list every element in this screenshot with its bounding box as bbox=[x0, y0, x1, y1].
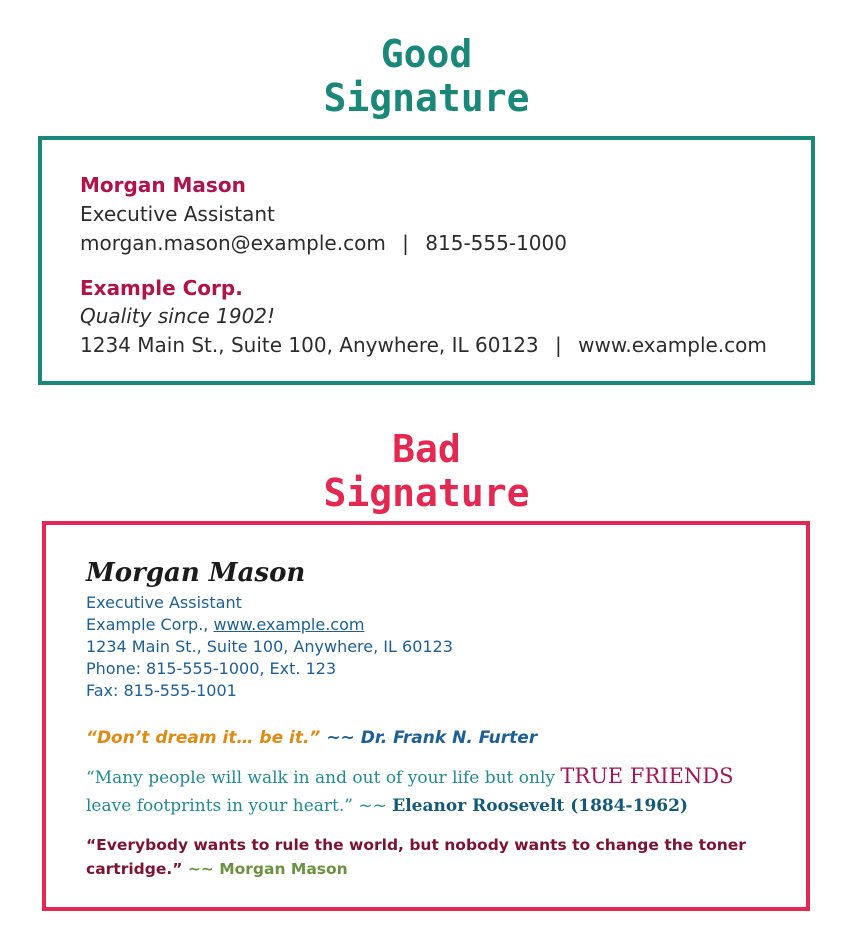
separator: | bbox=[402, 231, 409, 255]
bad-job-title: Executive Assistant bbox=[86, 593, 242, 612]
bad-script-name: Morgan Mason bbox=[86, 558, 306, 588]
good-signature-heading bbox=[0, 32, 853, 120]
good-heading-line2: Signature bbox=[323, 76, 530, 120]
bad-quote-3-line-1: “Everybody wants to rule the world, but nobody wants to change the toner bbox=[86, 836, 746, 854]
bad-quote-2-text: “Many people will walk in and out of your life but only bbox=[86, 768, 555, 788]
bad-quote-3-line-2 bbox=[86, 857, 348, 881]
good-signature-box bbox=[38, 136, 815, 385]
good-address-line bbox=[80, 332, 767, 358]
good-heading-line1: Good bbox=[380, 32, 473, 76]
bad-quote-1-author: ~~ Dr. Frank N. Furter bbox=[326, 728, 538, 748]
bad-quote-3-author: ~~ Morgan Mason bbox=[187, 860, 348, 878]
good-job-title: Executive Assistant bbox=[80, 202, 275, 226]
bad-signature-heading bbox=[0, 427, 853, 515]
bad-phone: Phone: 815-555-1000, Ext. 123 bbox=[86, 659, 337, 678]
good-company: Example Corp. bbox=[80, 276, 243, 300]
bad-company-line bbox=[86, 614, 364, 636]
bad-quote-2-line-1 bbox=[86, 761, 734, 793]
bad-quote-2-text-end: leave footprints in your heart.” ~~ bbox=[86, 796, 387, 816]
good-email[interactable]: morgan.mason@example.com bbox=[80, 231, 386, 255]
good-website[interactable]: www.example.com bbox=[578, 333, 767, 357]
bad-heading-line2: Signature bbox=[323, 471, 530, 515]
bad-fax: Fax: 815-555-1001 bbox=[86, 681, 237, 700]
bad-website-link[interactable]: www.example.com bbox=[213, 615, 365, 634]
bad-signature-box bbox=[42, 521, 810, 911]
bad-quote-1 bbox=[86, 728, 537, 748]
bad-quote-1-text: “Don’t dream it… be it.” bbox=[86, 728, 321, 748]
bad-quote-2-line-2 bbox=[86, 791, 688, 821]
good-tagline: Quality since 1902! bbox=[80, 304, 276, 328]
bad-address: 1234 Main St., Suite 100, Anywhere, IL 60123 bbox=[86, 637, 453, 656]
good-address: 1234 Main St., Suite 100, Anywhere, IL 60123 bbox=[80, 333, 539, 357]
bad-heading-line1: Bad bbox=[392, 427, 461, 471]
bad-quote-2-highlight: TRUE FRIENDS bbox=[560, 764, 734, 788]
good-phone[interactable]: 815-555-1000 bbox=[425, 231, 567, 255]
good-contact-line bbox=[80, 230, 567, 256]
bad-quote-2-author: Eleanor Roosevelt (1884-1962) bbox=[392, 796, 688, 816]
separator: | bbox=[555, 333, 562, 357]
bad-company: Example Corp., bbox=[86, 615, 209, 634]
bad-quote-3-text-end: cartridge.” bbox=[86, 860, 183, 878]
good-name: Morgan Mason bbox=[80, 173, 246, 197]
